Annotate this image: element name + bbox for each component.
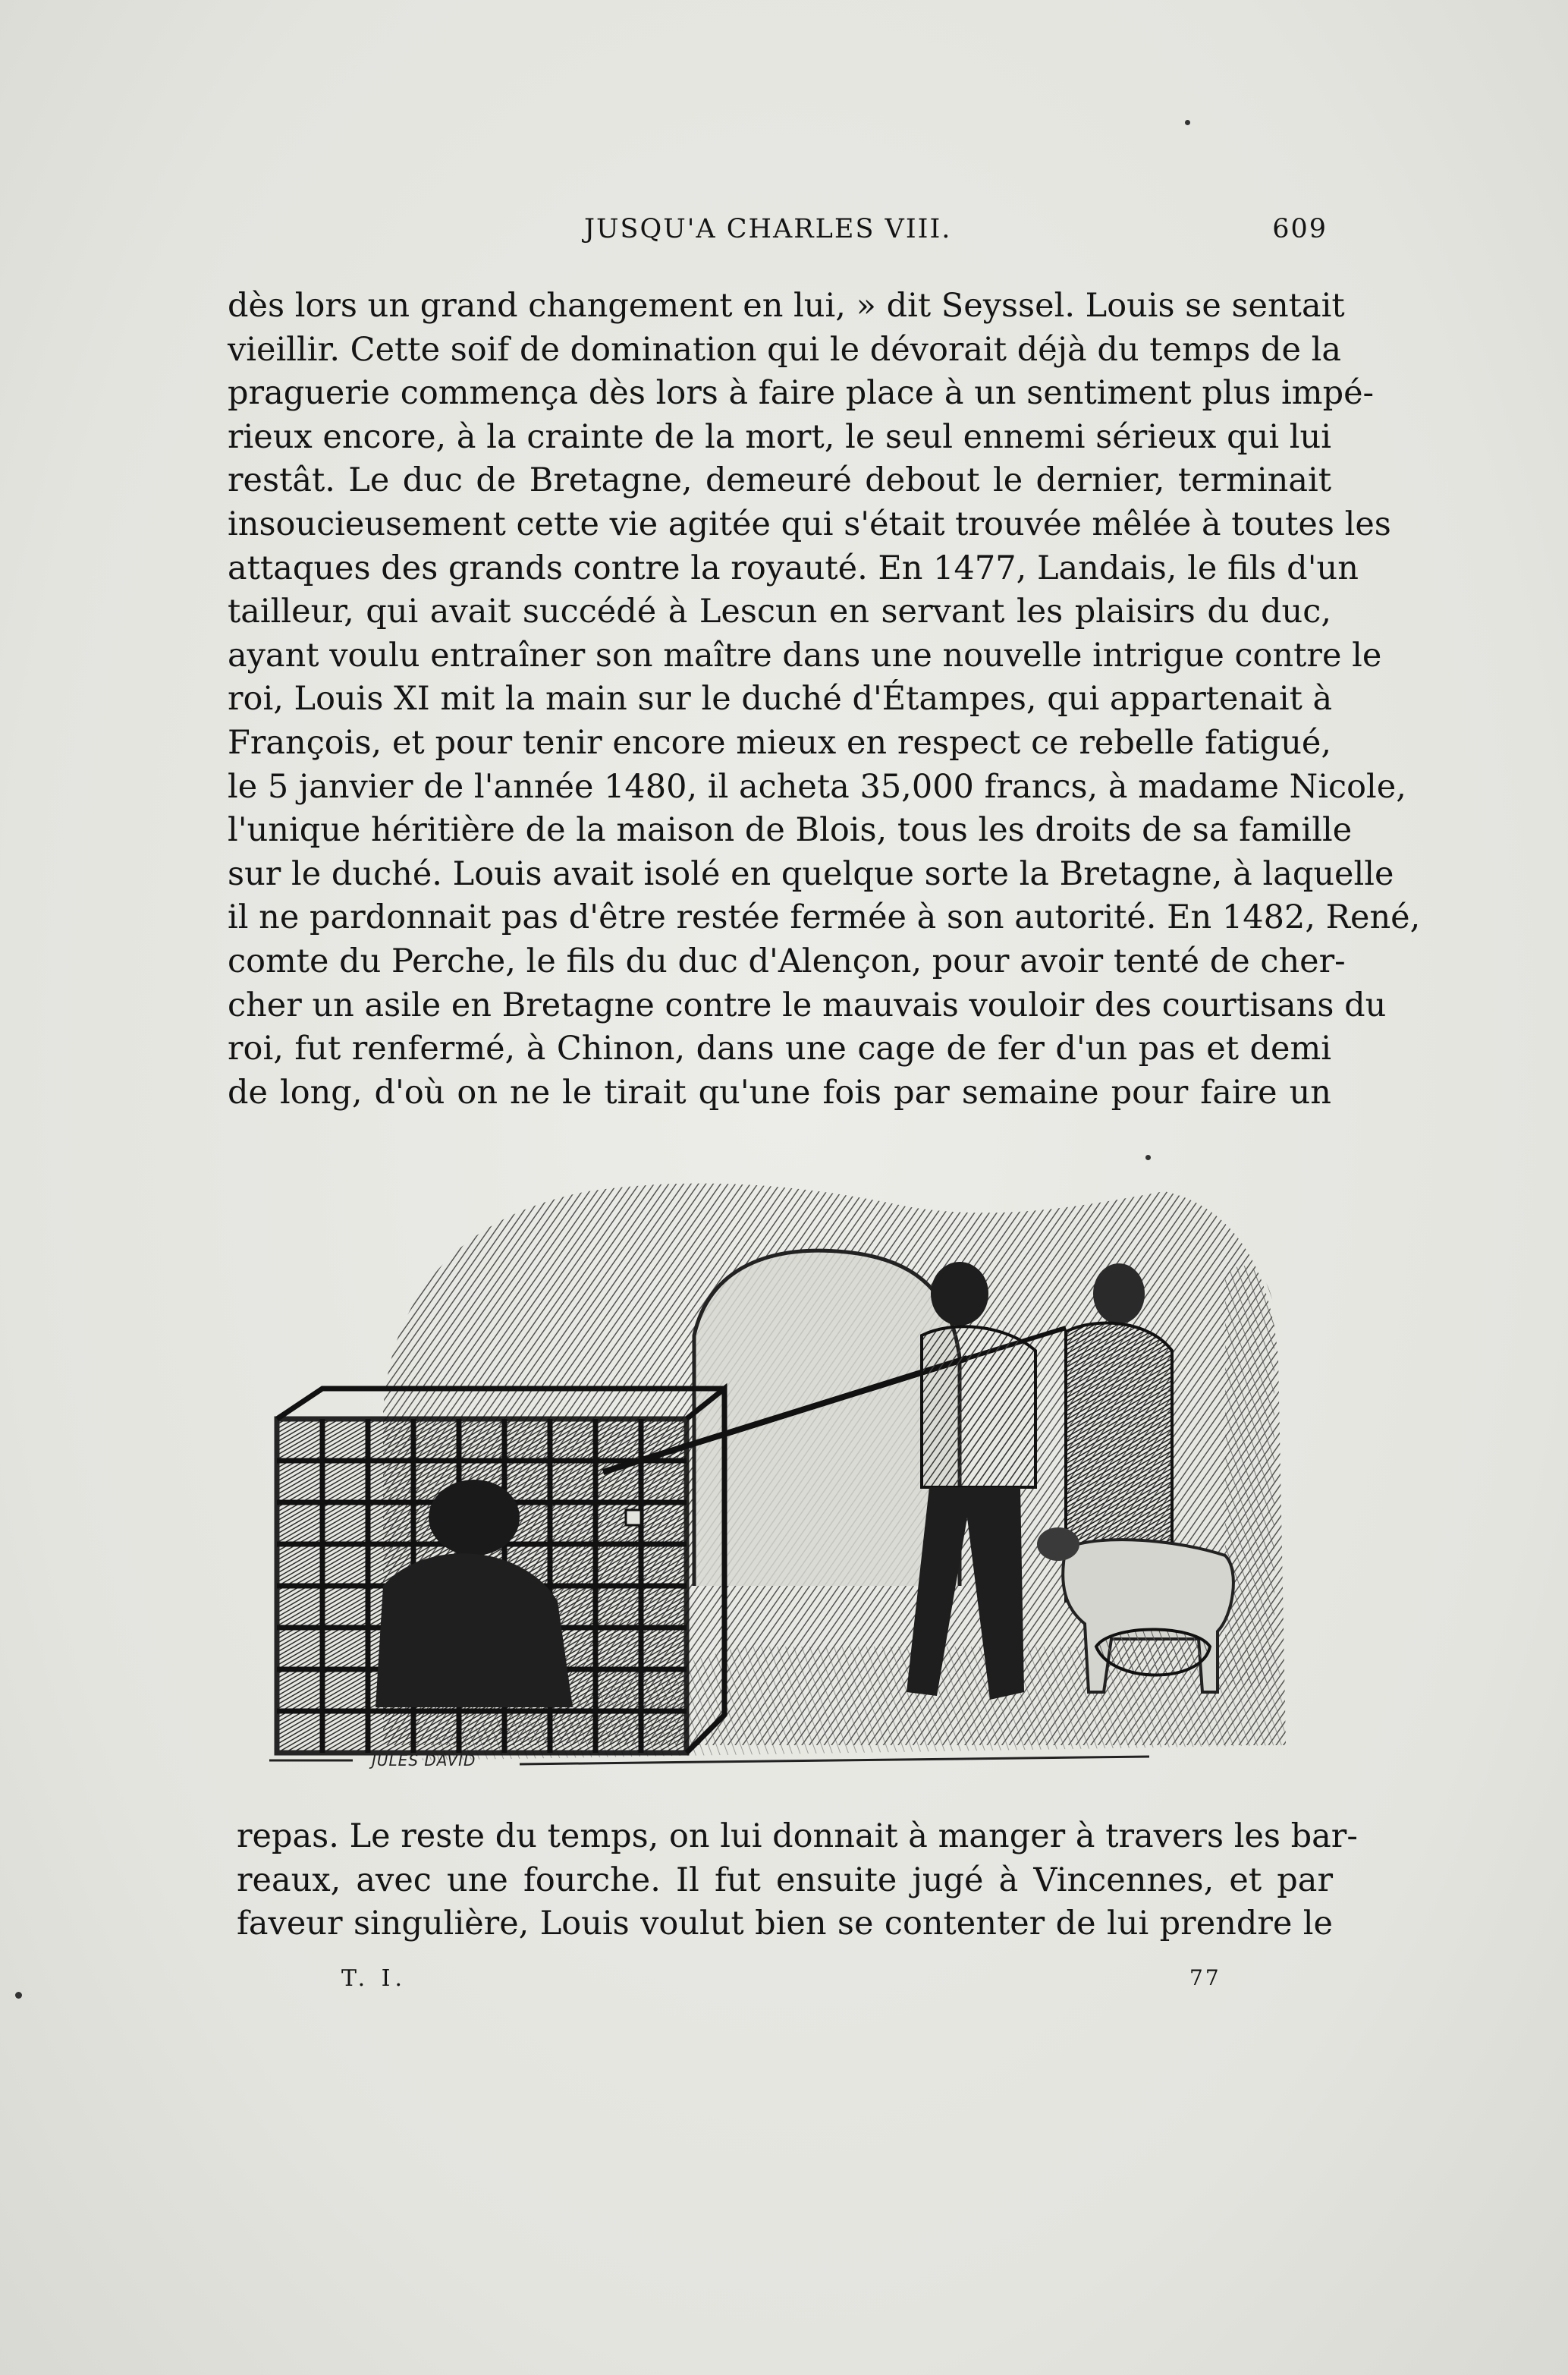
text-line: attaques des grands contre la royauté. En 1477, Landais, le fils d'un <box>228 549 1359 587</box>
text-line: sur le duché. Louis avait isolé en quelque sorte la Bretagne, à laquelle <box>228 854 1394 893</box>
text-line: cher un asile en Bretagne contre le mauvais vouloir des courtisans du <box>228 986 1387 1024</box>
text-line: le 5 janvier de l'année 1480, il acheta 35,000 francs, à madame Nicole, <box>228 767 1406 806</box>
running-title: JUSQU'A CHARLES VIII. <box>584 214 952 244</box>
text-line: vieillir. Cette soif de domination qui le dévorait déjà du temps de la <box>228 330 1342 369</box>
text-line: de long, d'où on ne le tirait qu'une fois par semaine pour faire un <box>228 1073 1331 1112</box>
sheet-number: 77 <box>1189 1965 1221 1990</box>
text-line: faveur singulière, Louis voulut bien se contenter de lui prendre le <box>237 1905 1333 1943</box>
ink-speck <box>1185 120 1190 125</box>
body-text-top <box>228 285 1421 1115</box>
text-line: François, et pour tenir encore mieux en respect ce rebelle fatigué, <box>228 723 1331 762</box>
text-line: tailleur, qui avait succédé à Lescun en servant les plaisirs du duc, <box>228 593 1331 631</box>
text-line: praguerie commença dès lors à faire place à un sentiment plus impé- <box>228 374 1375 413</box>
text-line: insoucieusement cette vie agitée qui s'était trouvée mêlée à toutes les <box>228 505 1391 543</box>
text-line: roi, fut renfermé, à Chinon, dans une cage de fer d'un pas et demi <box>228 1030 1331 1068</box>
text-line: comte du Perche, le fils du duc d'Alençon, pour avoir tenté de cher- <box>228 942 1346 980</box>
text-line: il ne pardonnait pas d'être restée fermée à son autorité. En 1482, René, <box>228 898 1421 937</box>
text-line: reaux, avec une fourche. Il fut ensuite jugé à Vincennes, et par <box>237 1861 1333 1899</box>
text-line: repas. Le reste du temps, on lui donnait à manger à travers les bar- <box>237 1817 1358 1855</box>
page-number: 609 <box>1272 214 1328 244</box>
engraver-signature: JULES DAVID <box>372 1751 476 1769</box>
ink-speck <box>1145 1155 1151 1160</box>
text-line: dès lors un grand changement en lui, » dit Seyssel. Louis se sentait <box>228 287 1345 325</box>
volume-signature-mark: T. I. <box>341 1965 407 1992</box>
ink-speck <box>15 1992 22 1999</box>
text-line: roi, Louis XI mit la main sur le duché d'Étampes, qui appartenait à <box>228 680 1333 719</box>
text-line: restât. Le duc de Bretagne, demeuré debout le dernier, terminait <box>228 461 1331 500</box>
text-line: ayant voulu entraîner son maître dans une nouvelle intrigue contre le <box>228 636 1382 675</box>
engraving-illustration <box>269 1161 1320 1783</box>
text-line: l'unique héritière de la maison de Blois, tous les droits de sa famille <box>228 811 1353 850</box>
page-header <box>228 214 1328 260</box>
engraving-drawing <box>269 1161 1320 1783</box>
text-line: rieux encore, à la crainte de la mort, le seul ennemi sérieux qui lui <box>228 417 1331 456</box>
body-text-bottom <box>237 1815 1358 1946</box>
